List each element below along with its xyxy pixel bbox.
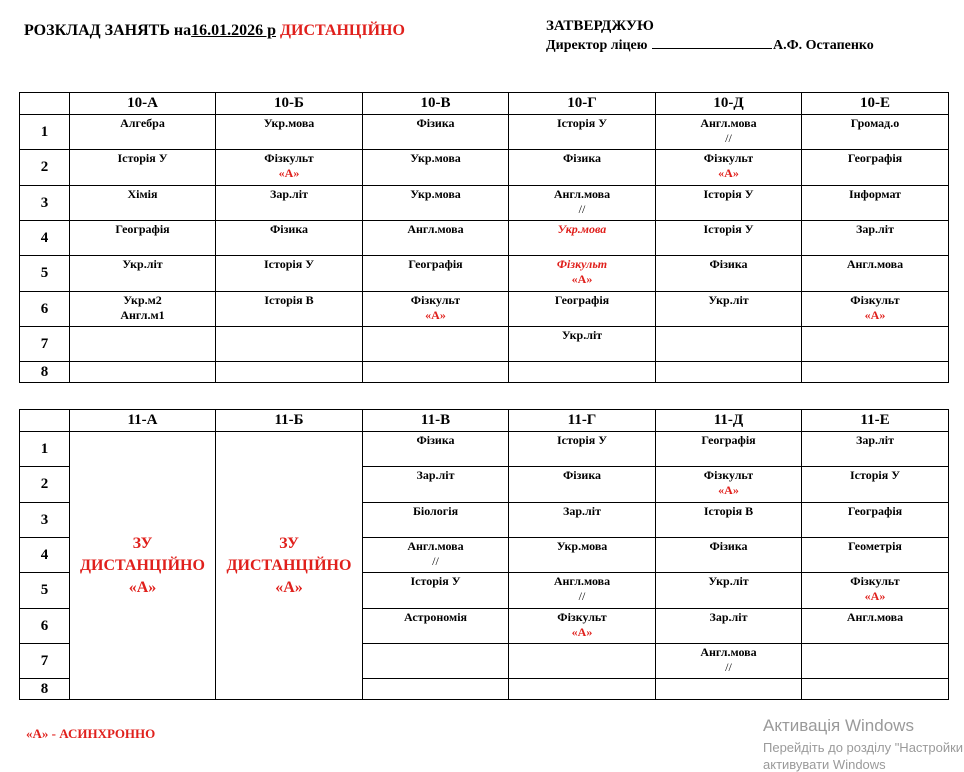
distance-learning-cell	[70, 432, 216, 700]
lesson-cell	[363, 186, 509, 221]
class-header: 11-А	[70, 410, 216, 432]
async-mark: «А»	[718, 166, 739, 180]
lesson-name: Зар.літ	[563, 504, 601, 518]
lesson-cell	[363, 115, 509, 150]
table-row	[20, 115, 949, 150]
lesson-name: Зар.літ	[856, 222, 894, 236]
table-row	[20, 327, 949, 362]
lesson-cell	[802, 362, 949, 383]
lesson-name: Історія У	[117, 151, 168, 165]
lesson-name: Інформат	[848, 187, 902, 201]
lesson-cell	[656, 115, 802, 150]
lesson-cell	[70, 221, 216, 256]
lesson-cell	[509, 115, 656, 150]
lesson-name: Фізкульт	[703, 151, 754, 165]
schedule-table-10	[19, 92, 949, 383]
lesson-name: Географія	[847, 504, 903, 518]
lesson-cell	[802, 609, 949, 644]
lesson-name: Укр.м2	[123, 293, 162, 307]
distance-text: «А»	[128, 578, 157, 596]
lesson-cell	[363, 362, 509, 383]
table-row	[20, 256, 949, 292]
lesson-cell	[509, 186, 656, 221]
lesson-cell	[363, 467, 509, 503]
lesson-cell	[509, 327, 656, 362]
lesson-cell	[509, 292, 656, 327]
async-mark: «А»	[718, 483, 739, 497]
async-mark: «А»	[425, 308, 446, 322]
lesson-name: Фізика	[709, 539, 748, 553]
lesson-cell	[802, 256, 949, 292]
alternate-mark: //	[725, 131, 732, 145]
distance-text: ЗУ	[132, 534, 153, 552]
table-row	[20, 292, 949, 327]
lesson-name: Укр.мова	[557, 222, 607, 236]
lesson-name: Укр.літ	[708, 293, 749, 307]
lesson-cell	[70, 150, 216, 186]
lesson-number: 7	[20, 327, 70, 362]
lesson-cell	[216, 327, 363, 362]
lesson-name: Фізика	[269, 222, 309, 236]
lesson-name: Англ.мова	[700, 645, 757, 659]
lesson-name: Укр.літ	[708, 574, 749, 588]
lesson-name: Історія У	[410, 574, 461, 588]
watermark-line2: Перейдіть до розділу "Настройки	[763, 740, 964, 755]
lesson-name: Англ.мова	[846, 257, 904, 271]
lesson-cell	[216, 221, 363, 256]
lesson-cell	[802, 150, 949, 186]
lesson-name: Фізкульт	[556, 257, 608, 271]
lesson-cell	[216, 150, 363, 186]
lesson-cell	[656, 538, 802, 573]
class-header: 10-Д	[656, 93, 802, 115]
approve-label: ЗАТВЕРДЖУЮ	[546, 18, 654, 34]
lesson-cell	[656, 644, 802, 679]
lesson-number: 8	[20, 362, 70, 383]
table-row	[20, 362, 949, 383]
lesson-cell	[509, 679, 656, 700]
lesson-cell	[656, 467, 802, 503]
lesson-cell	[656, 221, 802, 256]
lesson-name: Англ.мова	[553, 187, 611, 201]
table-header-row	[20, 93, 949, 115]
lesson-cell	[216, 115, 363, 150]
lesson-cell	[509, 538, 656, 573]
lesson-cell	[802, 327, 949, 362]
lesson-name: Укр.літ	[561, 328, 603, 342]
class-header: 11-Д	[656, 410, 802, 432]
lesson-name: Зар.літ	[270, 187, 308, 201]
lesson-cell	[363, 609, 509, 644]
lesson-cell	[656, 362, 802, 383]
schedule-date: 16.01.2026 р	[191, 22, 277, 39]
lesson-name: Історія У	[556, 433, 608, 447]
lesson-number: 2	[20, 467, 70, 503]
corner-cell	[20, 93, 70, 115]
lesson-cell	[363, 679, 509, 700]
lesson-cell	[70, 362, 216, 383]
lesson-name: Англ.мова	[700, 116, 757, 130]
lesson-name: Астрономія	[403, 610, 468, 624]
lesson-name: Географія	[408, 257, 463, 271]
lesson-cell	[802, 679, 949, 700]
lesson-name: Хімія	[127, 187, 158, 201]
lesson-name: Історія У	[703, 222, 754, 236]
distance-text: «А»	[275, 578, 303, 596]
lesson-name: Фізкульт	[410, 293, 461, 307]
class-header: 10-В	[363, 93, 509, 115]
director-name: А.Ф. Остапенко	[772, 38, 874, 53]
lesson-cell	[802, 467, 949, 503]
lesson-name: Біологія	[412, 504, 459, 518]
approval-block	[546, 16, 874, 56]
lesson-name: Англ.мова	[846, 610, 904, 624]
lesson-number: 3	[20, 503, 70, 538]
lesson-number: 7	[20, 644, 70, 679]
lesson-name: Укр.мова	[410, 151, 461, 165]
table-row	[20, 150, 949, 186]
lesson-cell	[363, 221, 509, 256]
director-line	[546, 36, 874, 56]
lesson-cell	[70, 256, 216, 292]
alternate-mark: //	[432, 554, 439, 568]
lesson-cell	[509, 256, 656, 292]
class-header: 10-Б	[216, 93, 363, 115]
table-header-row	[20, 410, 949, 432]
lesson-cell	[656, 573, 802, 609]
lesson-name: Укр.мова	[556, 539, 608, 553]
lesson-name: Англ.мова	[407, 539, 464, 553]
class-header: 11-В	[363, 410, 509, 432]
lesson-name: Фізкульт	[850, 293, 900, 307]
lesson-name: Географія	[847, 151, 903, 165]
lesson-name: Зар.літ	[709, 610, 748, 624]
lesson-cell	[509, 432, 656, 467]
lesson-name: Укр.мова	[410, 187, 461, 201]
class-header: 11-Г	[509, 410, 656, 432]
mode-label: ДИСТАНЦІЙНО	[280, 22, 405, 39]
lesson-name: Фізика	[562, 468, 602, 482]
watermark-line1: Активація Windows	[763, 716, 914, 735]
lesson-cell	[509, 467, 656, 503]
lesson-name: Англ.м1	[120, 308, 165, 322]
lesson-name: Історія У	[556, 116, 608, 130]
signature-line	[652, 36, 772, 49]
lesson-name: Фізкульт	[703, 468, 754, 482]
lesson-name: Фізкульт	[264, 151, 314, 165]
lesson-name: Фізика	[416, 116, 455, 130]
lesson-name: Фізкульт	[850, 574, 900, 588]
lesson-cell	[656, 503, 802, 538]
lesson-cell	[509, 573, 656, 609]
lesson-cell	[363, 292, 509, 327]
lesson-cell	[363, 538, 509, 573]
lesson-cell	[656, 150, 802, 186]
lesson-cell	[802, 503, 949, 538]
windows-activation-watermark	[763, 716, 963, 772]
director-label: Директор ліцею	[546, 38, 648, 53]
schedule-table-11	[19, 409, 949, 700]
class-header: 11-Б	[216, 410, 363, 432]
distance-learning-cell	[216, 432, 363, 700]
lesson-name: Фізкульт	[557, 610, 607, 624]
lesson-cell	[656, 327, 802, 362]
alternate-mark: //	[725, 660, 732, 674]
lesson-name: Географія	[115, 222, 170, 236]
lesson-cell	[363, 256, 509, 292]
lesson-cell	[802, 292, 949, 327]
alternate-mark: //	[578, 589, 586, 603]
lesson-name: Укр.літ	[122, 257, 163, 271]
lesson-name: Англ.мова	[553, 574, 611, 588]
table-row	[20, 221, 949, 256]
table-row	[20, 432, 949, 467]
class-header: 10-А	[70, 93, 216, 115]
lesson-number: 8	[20, 679, 70, 700]
lesson-number: 6	[20, 292, 70, 327]
lesson-number: 5	[20, 573, 70, 609]
lesson-cell	[70, 292, 216, 327]
lesson-name: Зар.літ	[416, 468, 455, 482]
lesson-cell	[656, 679, 802, 700]
lesson-cell	[802, 538, 949, 573]
distance-text: ДИСТАНЦІЙНО	[226, 556, 352, 574]
lesson-number: 1	[20, 432, 70, 467]
lesson-cell	[802, 186, 949, 221]
table-row	[20, 186, 949, 221]
lesson-name: Історія В	[703, 504, 754, 518]
lesson-cell	[70, 186, 216, 221]
lesson-number: 1	[20, 115, 70, 150]
lesson-number: 6	[20, 609, 70, 644]
lesson-cell	[509, 362, 656, 383]
lesson-cell	[802, 644, 949, 679]
async-mark: «А»	[278, 166, 300, 180]
lesson-cell	[70, 115, 216, 150]
lesson-cell	[656, 186, 802, 221]
lesson-cell	[363, 644, 509, 679]
lesson-name: Географія	[554, 293, 610, 307]
lesson-cell	[363, 573, 509, 609]
lesson-name: Історія У	[703, 187, 754, 201]
lesson-name: Громад.о	[850, 116, 900, 130]
lesson-name: Географія	[701, 433, 756, 447]
corner-cell	[20, 410, 70, 432]
legend-note: «А» - АСИНХРОННО	[26, 726, 156, 741]
class-header: 10-Г	[509, 93, 656, 115]
lesson-cell	[656, 256, 802, 292]
lesson-name: Історія У	[849, 468, 901, 482]
lesson-cell	[216, 256, 363, 292]
lesson-cell	[656, 432, 802, 467]
title-prefix: РОЗКЛАД ЗАНЯТЬ на	[24, 22, 192, 39]
async-mark: «А»	[864, 589, 886, 603]
lesson-cell	[509, 503, 656, 538]
lesson-name: Фізика	[562, 151, 602, 165]
lesson-cell	[802, 115, 949, 150]
lesson-cell	[363, 503, 509, 538]
distance-text: ЗУ	[279, 534, 299, 552]
lesson-cell	[802, 432, 949, 467]
lesson-name: Історія У	[263, 257, 315, 271]
async-mark: «А»	[571, 625, 593, 639]
lesson-cell	[363, 150, 509, 186]
lesson-cell	[363, 432, 509, 467]
async-mark: «А»	[571, 272, 593, 286]
lesson-name: Укр.мова	[263, 116, 315, 130]
lesson-cell	[363, 327, 509, 362]
lesson-cell	[509, 609, 656, 644]
lesson-number: 5	[20, 256, 70, 292]
lesson-cell	[656, 292, 802, 327]
lesson-name: Англ.мова	[407, 222, 464, 236]
lesson-cell	[656, 609, 802, 644]
lesson-name: Зар.літ	[856, 433, 894, 447]
lesson-number: 3	[20, 186, 70, 221]
distance-text: ДИСТАНЦІЙНО	[80, 556, 205, 574]
lesson-name: Алгебра	[120, 116, 165, 130]
lesson-name: Історія В	[264, 293, 314, 307]
watermark-line3: активувати Windows	[763, 757, 886, 772]
alternate-mark: //	[578, 202, 586, 216]
lesson-cell	[216, 362, 363, 383]
lesson-cell	[216, 292, 363, 327]
lesson-cell	[509, 150, 656, 186]
lesson-cell	[509, 644, 656, 679]
lesson-name: Фізика	[709, 257, 748, 271]
lesson-number: 4	[20, 221, 70, 256]
lesson-number: 4	[20, 538, 70, 573]
lesson-name: Геометрія	[848, 539, 902, 553]
lesson-cell	[509, 221, 656, 256]
async-mark: «А»	[864, 308, 886, 322]
lesson-cell	[802, 221, 949, 256]
class-header: 10-Е	[802, 93, 949, 115]
lesson-cell	[216, 186, 363, 221]
lesson-name: Фізика	[416, 433, 455, 447]
lesson-number: 2	[20, 150, 70, 186]
lesson-cell	[802, 573, 949, 609]
page-title	[24, 22, 405, 40]
lesson-cell	[70, 327, 216, 362]
class-header: 11-Е	[802, 410, 949, 432]
